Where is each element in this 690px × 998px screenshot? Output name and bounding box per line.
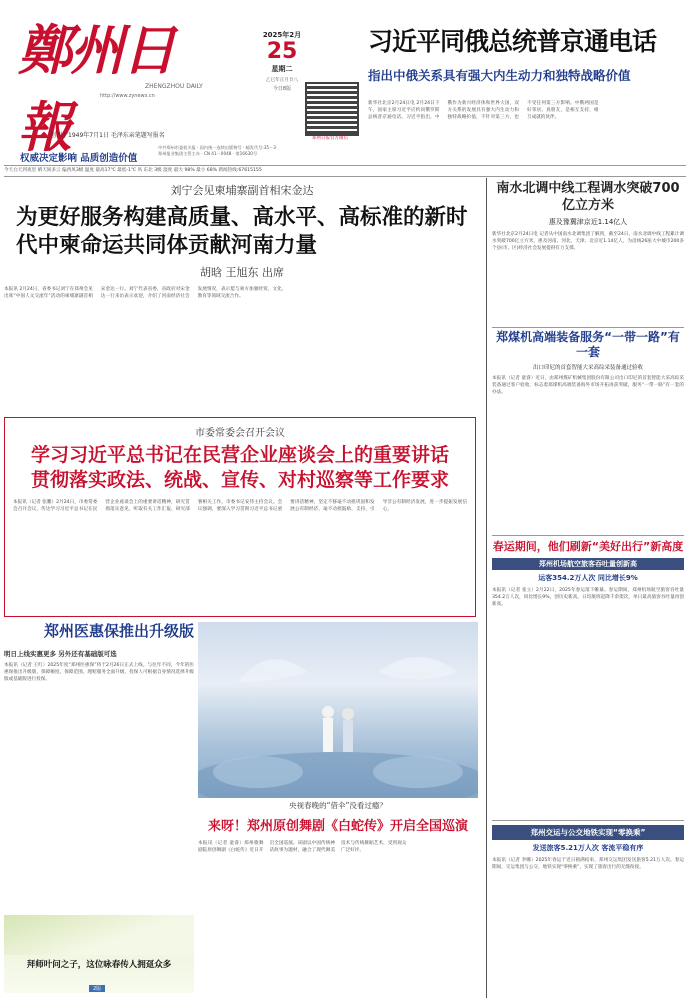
side-spring-text: 本报讯（记者 张立）2月22日，2025年春运落下帷幕。春运期间，郑州机场航空旅客吞吐量354.2万人次，同比增长9%，创历史新高。日均航班起降千余架次，单日最高旅客吞吐量再创新高。 <box>492 588 684 608</box>
side-transit <box>492 820 684 995</box>
qr-caption: 郑州日报官方微信 <box>312 136 348 141</box>
story-medical <box>4 622 194 912</box>
side-bottom-text: 本报讯（记者 李娜）2025年春运于近日圆满结束，郑州交运集团发送旅客5.21万人次。春运期间，交运集团与公交、地铁实现“零换乘”，实现了旅客出行的无缝衔接。 <box>492 858 684 871</box>
story-med-text: 本报讯（记者 王红）2025年度“郑州医惠保”将于2月26日正式上线。与往年不同，今年的医惠保推出升级版，保障额度、保障范围、理赔服务全面升级，投保人可根据自身情况选择升级版或基础版进行投保。 <box>4 663 194 683</box>
lunar-date: 乙巳年正月廿八 <box>265 78 299 83</box>
story-med-title: 郑州医惠保推出升级版 <box>44 622 195 640</box>
story-dance <box>198 800 478 950</box>
story3-text: 本报讯（记者 张鹏）2月24日，市委常委会召开会议，传达学习习近平总书记在民营企业座谈会上的重要讲话精神，研究贯彻落实意见，听取有关工作汇报，研究部署相关工作。市委书记安伟主持会议。会议强调，要深入学习贯彻习近平总书记重要讲话精神，坚定不移毫不动摇巩固和发展公有制经济，毫不动摇鼓励、支持、引导非公有制经济发展，进一步提振发展信心。 <box>13 500 467 513</box>
weather-bar: 今天白天到夜里 晴天间多云 偏西风3级 温度 最高17℃ 最低-1℃ 风 东北 3级 湿度 最大 98% 最小 68% 新闻热线:67615155 <box>4 165 686 177</box>
dance-photo-shapes <box>198 622 478 798</box>
side-spring-banner: 郑州机场航空旅客吞吐量创新高 <box>492 558 684 570</box>
side-spring <box>492 535 684 816</box>
masthead-info: 中共郑州市委机关报 · 国内统一连续出版物号 · 邮发代号:35－3 郑州报业集团主管主办 · CN 41－0048 · 第16630号 <box>158 145 276 156</box>
side-top-subtitle: 惠及豫冀津京近1.14亿人 <box>548 218 628 226</box>
lead-story <box>368 22 678 84</box>
side-mid-text: 本报讯（记者 童睿）近日，由郑州煤矿机械集团股份有限公司出口印尼的首套智能大采高综采装备通过客户验收，标志着郑煤机高端装备海外市场开拓再获突破，服务“一带一路”有一套的办法。 <box>492 376 684 396</box>
story-liuning <box>4 180 480 410</box>
dance-photo <box>198 622 478 798</box>
side-spring-title: 春运期间，他们刷新“美好出行”新高度 <box>492 540 684 553</box>
side-south-north <box>492 180 684 325</box>
story-standing-committee <box>4 417 476 617</box>
qr-code <box>305 82 359 136</box>
promo-mountains <box>4 915 194 955</box>
year-month: 2025年2月 <box>262 31 302 39</box>
lead-text: 新华社北京2月24日电 2月24日下午，国家主席习近平应约同俄罗斯总统普京通电话。习近平指出，中俄作为新兴经济体和世界大国，双方关系的发展具有强大内生动力和独特战略价值，不针对第三方，也不受任何第三方影响。中俄两国是好邻居、真朋友，是相互支持、相互成就的伙伴。 <box>368 101 599 121</box>
side-bottom-title: 郑州交运与公交地铁实现“零换乘” <box>492 825 684 840</box>
day: 25 <box>266 39 298 64</box>
founded-line: 创刊于1949年7月1日 毛泽东亲笔题写报名 <box>50 132 165 139</box>
side-bottom-stat: 发送旅客5.21万人次 客流平稳有序 <box>532 844 644 852</box>
story-photo-kicker: 央视春晚的“借伞”没看过瘾？ <box>289 801 387 810</box>
newspaper-logo: 鄭州日報 <box>18 18 174 159</box>
side-zmj <box>492 327 684 438</box>
story2-text: 本报讯 2月24日，省委书记刘宁在郑州会见出席“中国人文交流年”活动的柬埔寨副首相宋金达一行。刘宁代表省委、省政府对宋金达一行来访表示欢迎，介绍了河南经济社会发展情况，表示愿与柬方加强经贸、文化、教育等领域交流合作。 <box>4 287 287 300</box>
side-mid-title: 郑煤机高端装备服务“一带一路”有一套 <box>496 330 680 359</box>
kicker: 刘宁会见柬埔寨副首相宋金达 <box>170 184 314 197</box>
promo-page-badge: 2版 <box>89 985 105 992</box>
masthead <box>0 0 690 164</box>
slogan: 权威决定影响 品质创造价值 <box>20 153 138 164</box>
side-top-title: 南水北调中线工程调水突破700亿立方米 <box>496 181 680 213</box>
lead-subtitle: 指出中俄关系具有强大内生动力和独特战略价值 <box>368 68 631 83</box>
byline: 胡晗 王旭东 出席 <box>200 266 284 279</box>
story3-title: 学习习近平总书记在民营企业座谈会上的重要讲话 贯彻落实政法、统战、宣传、对村巡察等工作要求 <box>30 444 449 491</box>
weekday: 星期二 <box>271 65 293 73</box>
lead-title: 习近平同俄总统普京通电话 <box>368 27 657 56</box>
website: http://www.zynews.cn <box>100 93 155 99</box>
side-spring-stat: 运客354.2万人次 同比增长9% <box>538 574 638 582</box>
divider <box>486 178 487 998</box>
kicker: 市委常委会召开会议 <box>195 428 285 439</box>
story-photo-title: 来呀！郑州原创舞剧《白蛇传》开启全国巡演 <box>207 819 468 834</box>
promo-heading: 拜师叶问之子，这位咏春传人拥趸众多 <box>26 960 172 970</box>
story2-title: 为更好服务构建高质量、高水平、高标准的新时代中柬命运共同体贡献河南力量 <box>16 205 468 258</box>
logo-pinyin: ZHENGZHOU DAILY <box>145 83 203 90</box>
today-pages: 今日8版 <box>272 86 292 92</box>
promo-block[interactable] <box>4 915 194 993</box>
side-top-text: 新华社北京2月24日电 记者从中国南水北调集团了解到，截至24日，南水北调中线工程累计调水突破700亿立方米，惠及河南、河北、天津、北京近1.14亿人，为沿线26座大中城市200多个县(市、区)经济社会发展提供有力支撑。 <box>492 232 684 252</box>
story-med-subtitle: 明日上线实惠更多 另外还有基础版可选 <box>4 650 117 658</box>
story-photo-text: 本报讯（记者 童睿）郑州歌舞剧院原创舞剧《白蛇传》近日开启全国巡演。该剧以中国传统神话故事为题材，融合了现代舞美技术与传统舞蹈艺术，受到观众广泛好评。 <box>198 841 407 854</box>
date-block <box>262 30 302 92</box>
side-mid-subtitle: 出口印尼的首套智能大采高综采装备通过验收 <box>532 365 643 371</box>
